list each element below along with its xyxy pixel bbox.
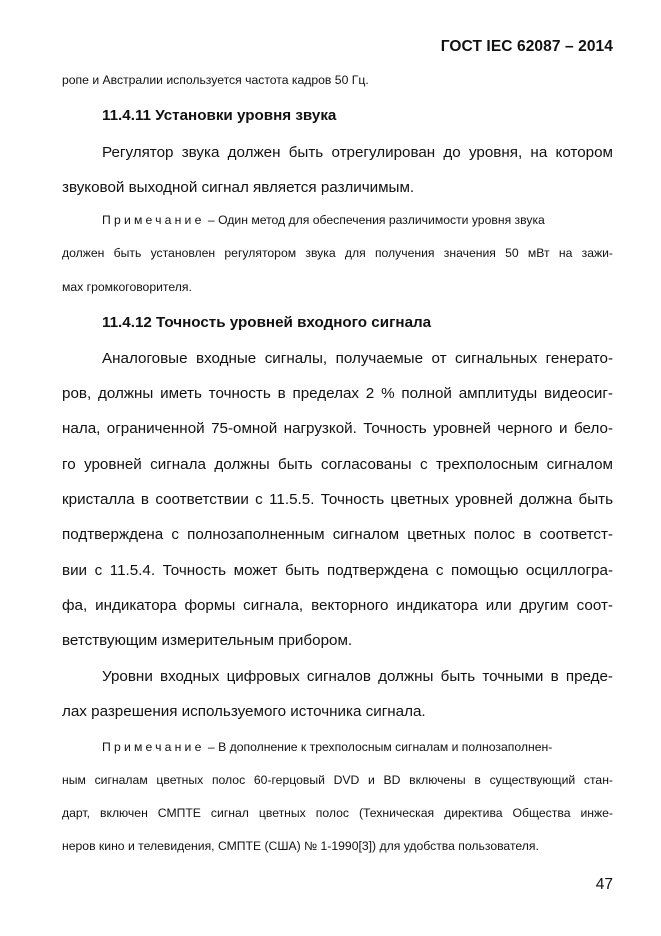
note-line bbox=[102, 740, 613, 754]
text-line: ветствующим измерительным прибором. bbox=[62, 632, 353, 649]
text-line: фа, индикатора формы сигнала, векторного индикатора или другим соот- bbox=[62, 597, 613, 614]
text-line: вии с 11.5.4. Точность может быть подтверждена с помощью осциллогра- bbox=[62, 562, 613, 579]
text-line: лах разрешения используемого источника сигнала. bbox=[62, 703, 426, 720]
text-line: Уровни входных цифровых сигналов должны быть точными в преде- bbox=[102, 668, 613, 685]
text-line: неров кино и телевидения, СМПТЕ (США) № 1-1990[3]) для удобства пользователя. bbox=[62, 839, 539, 853]
standard-header: ГОСТ IEC 62087 – 2014 bbox=[440, 38, 613, 55]
note-text: – Один метод для обеспечения различимости уровня звука bbox=[204, 213, 545, 227]
text-line: мах громкоговорителя. bbox=[62, 280, 192, 294]
section-heading: 11.4.11 Установки уровня звука bbox=[102, 107, 337, 124]
text-line: ров, должны иметь точность в пределах 2 % полной амплитуды видеосиг- bbox=[62, 385, 613, 402]
note-line bbox=[102, 213, 613, 227]
text-line: ропе и Австралии используется частота кадров 50 Гц. bbox=[62, 73, 369, 87]
note-label: Примечание bbox=[102, 740, 205, 754]
section-heading: 11.4.12 Точность уровней входного сигнала bbox=[102, 314, 432, 331]
text-line: Регулятор звука должен быть отрегулирован до уровня, на котором bbox=[102, 144, 613, 161]
text-line: Аналоговые входные сигналы, получаемые от сигнальных генерато- bbox=[102, 350, 613, 367]
text-line: ным сигналам цветных полос 60-герцовый DVD и BD включены в существующий стан- bbox=[62, 773, 613, 787]
note-text: – В дополнение к трехполосным сигналам и полнозаполнен- bbox=[204, 740, 553, 754]
text-line: подтверждена с полнозаполненным сигналом цветных полос в соответст- bbox=[62, 526, 613, 543]
note-label: Примечание bbox=[102, 213, 205, 227]
text-line: го уровней сигнала должны быть согласованы с трехполосным сигналом bbox=[62, 456, 613, 473]
text-line: должен быть установлен регулятором звука для получения значения 50 мВт на зажи- bbox=[62, 246, 613, 260]
text-line: кристалла в соответствии с 11.5.5. Точность цветных уровней должна быть bbox=[62, 491, 613, 508]
text-line: звуковой выходной сигнал является различимым. bbox=[62, 179, 415, 196]
text-line: нала, ограниченной 75-омной нагрузкой. Точность уровней черного и бело- bbox=[62, 420, 613, 437]
text-line: дарт, включен СМПТЕ сигнал цветных полос (Техническая директива Общества инже- bbox=[62, 806, 613, 820]
page-number: 47 bbox=[595, 876, 613, 893]
